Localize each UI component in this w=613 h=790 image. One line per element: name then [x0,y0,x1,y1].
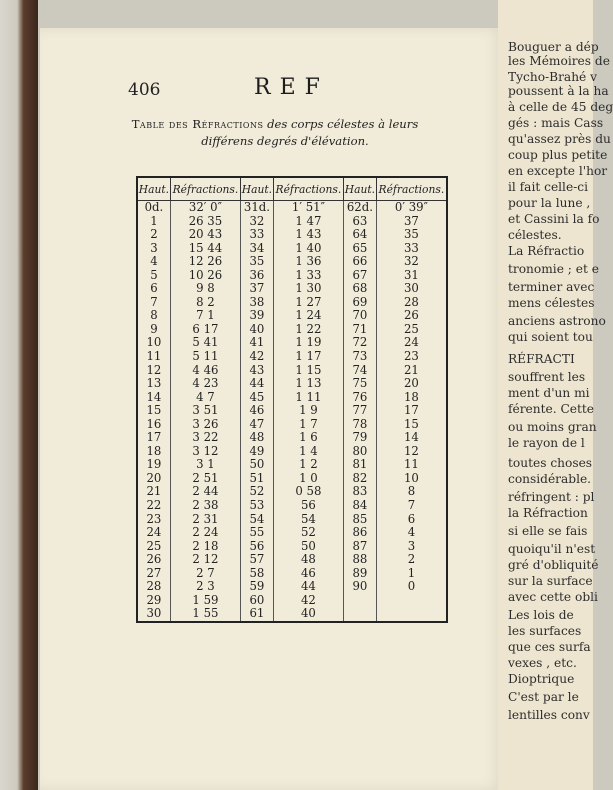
table-cell: 23 [376,350,447,364]
table-cell [343,607,376,622]
table-cell: 46 [273,567,343,581]
table-cell: 80 [343,445,376,459]
right-page-line: poussent à la ha [508,84,609,98]
table-cell: 2 12 [170,553,240,567]
table-cell: 3 51 [170,404,240,418]
table-cell: 6 17 [170,323,240,337]
table-cell: 58 [241,567,274,581]
table-cell: 28 [137,580,170,594]
table-cell: 2 3 [170,580,240,594]
table-cell: 38 [241,296,274,310]
table-cell: 5 11 [170,350,240,364]
right-page-line: et Cassini la fo [508,212,600,226]
table-cell: 70 [343,309,376,323]
right-page-line: sur la surface [508,574,593,588]
table-cell: 15 44 [170,242,240,256]
table-cell: 14 [376,431,447,445]
table-cell: 84 [343,499,376,513]
right-page-line: RÉFRACTI [508,352,575,366]
table-row [137,296,447,310]
table-cell: 87 [343,540,376,554]
table-cell: 68 [343,282,376,296]
table-cell: 1 17 [273,350,343,364]
right-page-line: pour la lune , [508,196,591,210]
table-cell: 42 [241,350,274,364]
table-cell: 24 [376,336,447,350]
right-page-line: ou moins gran [508,420,597,434]
table-cell: 52 [241,485,274,499]
table-cell: 3 22 [170,431,240,445]
column-header: Haut. [241,177,274,201]
table-cell: 46 [241,404,274,418]
table-cell: 17 [376,404,447,418]
table-cell: 63 [343,215,376,229]
table-cell: 2 38 [170,499,240,513]
table-cell: 31d. [241,201,274,215]
table-cell: 85 [343,513,376,527]
table-cell: 32′ 0″ [170,201,240,215]
right-page-line: considérable. [508,472,592,486]
right-page-line: les surfaces [508,624,582,638]
table-cell: 4 23 [170,377,240,391]
table-row [137,458,447,472]
table-cell: 40 [273,607,343,622]
table-cell: 2 44 [170,485,240,499]
table-row [137,269,447,283]
table-cell: 82 [343,472,376,486]
table-cell: 18 [137,445,170,459]
table-cell: 1 0 [273,472,343,486]
table-cell: 1 15 [273,364,343,378]
page-number: 406 [128,80,161,100]
table-row [137,513,447,527]
book-binding [0,0,38,790]
table-cell: 1 55 [170,607,240,622]
table-row [137,228,447,242]
table-cell: 71 [343,323,376,337]
table-cell: 2 51 [170,472,240,486]
table-cell: 40 [241,323,274,337]
table-row [137,580,447,594]
table-cell: 60 [241,594,274,608]
table-cell: 61 [241,607,274,622]
table-cell: 51 [241,472,274,486]
table-cell: 25 [376,323,447,337]
table-cell: 6 [137,282,170,296]
table-cell: 86 [343,526,376,540]
table-row [137,499,447,513]
table-row [137,350,447,364]
table-row [137,391,447,405]
table-cell: 2 [137,228,170,242]
table-cell: 14 [137,391,170,405]
table-cell: 2 [376,553,447,567]
table-cell: 1 47 [273,215,343,229]
table-caption [130,116,440,150]
table-row [137,201,447,215]
table-cell: 66 [343,255,376,269]
table-cell: 54 [273,513,343,527]
table-row [137,540,447,554]
table-row [137,431,447,445]
table-cell: 34 [241,242,274,256]
right-page-line: si elle se fais [508,524,588,538]
table-cell: 73 [343,350,376,364]
table-cell: 11 [376,458,447,472]
table-row [137,567,447,581]
table-cell: 32 [376,255,447,269]
table-cell: 77 [343,404,376,418]
table-cell: 78 [343,418,376,432]
right-page-line: coup plus petite [508,148,608,162]
right-page-line: Tycho-Brahé v [508,70,598,84]
right-page-line: la Réfraction [508,506,588,520]
table-cell: 1 [137,215,170,229]
table-row [137,242,447,256]
column-header: Haut. [137,177,170,201]
table-cell: 0′ 39″ [376,201,447,215]
table-cell: 30 [137,607,170,622]
table-cell: 26 [376,309,447,323]
table-cell: 3 26 [170,418,240,432]
table-cell: 5 41 [170,336,240,350]
table-cell: 1 11 [273,391,343,405]
table-cell: 26 [137,553,170,567]
table-cell: 0 58 [273,485,343,499]
right-page-line: mens célestes [508,296,595,310]
table-cell: 8 [376,485,447,499]
table-row [137,309,447,323]
table-cell: 20 [137,472,170,486]
table-cell: 9 [137,323,170,337]
table-row [137,607,447,622]
running-head: REF [254,75,329,100]
table-cell: 49 [241,445,274,459]
table-cell: 1 33 [273,269,343,283]
table-cell: 33 [241,228,274,242]
right-page-line: vexes , etc. [508,656,577,670]
table-cell: 15 [137,404,170,418]
table-cell: 12 [137,364,170,378]
table-cell: 57 [241,553,274,567]
table-row [137,282,447,296]
table-cell: 2 18 [170,540,240,554]
right-page-line: gré d'obliquité [508,558,599,572]
table-cell: 45 [241,391,274,405]
table-row [137,445,447,459]
table-cell: 1 13 [273,377,343,391]
table-cell: 1 27 [273,296,343,310]
right-page-line: réfringent : pl [508,490,595,504]
table-cell: 65 [343,242,376,256]
right-page-line: terminer avec [508,280,595,294]
table-cell: 10 26 [170,269,240,283]
table-row [137,255,447,269]
table-cell: 16 [137,418,170,432]
table-cell: 18 [376,391,447,405]
table-cell: 15 [376,418,447,432]
right-page-line: C'est par le [508,690,579,704]
table-cell: 74 [343,364,376,378]
right-page-line: gés : mais Cass [508,116,604,130]
table-row [137,404,447,418]
table-cell: 28 [376,296,447,310]
table-cell: 59 [241,580,274,594]
table-cell: 1 30 [273,282,343,296]
caption-line2: différens degrés d'élévation. [201,134,369,148]
table-cell: 37 [241,282,274,296]
table-row [137,336,447,350]
table-cell: 76 [343,391,376,405]
table-cell: 1 2 [273,458,343,472]
table-cell: 3 12 [170,445,240,459]
table-cell: 37 [376,215,447,229]
right-page-line: le rayon de l [508,436,585,450]
column-header: Réfractions. [273,177,343,201]
table-cell: 1 40 [273,242,343,256]
table-cell: 1 [376,567,447,581]
right-page-line: anciens astrono [508,314,606,328]
table-cell: 5 [137,269,170,283]
right-page-line: Dioptrique [508,672,575,686]
table-cell: 1 59 [170,594,240,608]
table-cell: 39 [241,309,274,323]
table-cell: 1 19 [273,336,343,350]
table-cell: 8 [137,309,170,323]
table-cell: 1′ 51″ [273,201,343,215]
table-cell: 7 1 [170,309,240,323]
table-cell: 1 4 [273,445,343,459]
right-page-line: les Mémoires de [508,54,610,68]
table-cell [376,594,447,608]
table-cell: 50 [241,458,274,472]
table-cell: 50 [273,540,343,554]
table-cell: 7 [137,296,170,310]
table-cell: 33 [376,242,447,256]
table-cell: 72 [343,336,376,350]
table-cell: 20 [376,377,447,391]
refraction-table [136,176,448,623]
table-cell: 25 [137,540,170,554]
column-header: Réfractions. [170,177,240,201]
table-cell: 1 43 [273,228,343,242]
table-cell: 13 [137,377,170,391]
table-cell: 88 [343,553,376,567]
table-cell: 12 [376,445,447,459]
table-cell: 62d. [343,201,376,215]
table-cell [343,594,376,608]
table-cell: 52 [273,526,343,540]
table-cell: 3 [137,242,170,256]
right-page-line: à celle de 45 deg [508,100,613,114]
table-cell: 64 [343,228,376,242]
table-cell: 67 [343,269,376,283]
table-cell [376,607,447,622]
right-page-line: Bouguer a dép [508,40,599,54]
table-cell: 43 [241,364,274,378]
table-row [137,485,447,499]
table-cell: 79 [343,431,376,445]
table-cell: 35 [241,255,274,269]
table-cell: 75 [343,377,376,391]
table-cell: 12 26 [170,255,240,269]
table-cell: 1 22 [273,323,343,337]
table-cell: 11 [137,350,170,364]
table-cell: 27 [137,567,170,581]
right-page-line: férente. Cette [508,402,595,416]
table-cell: 6 [376,513,447,527]
table-row [137,553,447,567]
table-cell: 24 [137,526,170,540]
table-cell: 48 [273,553,343,567]
caption-line1-rest: des corps célestes à leurs [263,117,419,131]
table-cell: 47 [241,418,274,432]
right-page-line: Les lois de [508,608,574,622]
table-cell: 69 [343,296,376,310]
table-row [137,364,447,378]
table-row [137,418,447,432]
table-row [137,526,447,540]
table-cell: 30 [376,282,447,296]
table-cell: 23 [137,513,170,527]
column-header: Réfractions. [376,177,447,201]
table-row [137,472,447,486]
table-cell: 21 [376,364,447,378]
table-cell: 36 [241,269,274,283]
table-cell: 3 1 [170,458,240,472]
table-cell: 1 36 [273,255,343,269]
table-cell: 83 [343,485,376,499]
table-row [137,215,447,229]
table-cell: 90 [343,580,376,594]
right-page-line: ment d'un mi [508,386,590,400]
table-cell: 81 [343,458,376,472]
column-header: Haut. [343,177,376,201]
right-page-line: avec cette obli [508,590,598,604]
table-cell: 19 [137,458,170,472]
table-cell: 0d. [137,201,170,215]
table-cell: 4 46 [170,364,240,378]
table-cell: 56 [273,499,343,513]
table-cell: 41 [241,336,274,350]
table-cell: 3 [376,540,447,554]
right-page-line: que ces surfa [508,640,591,654]
table-cell: 1 7 [273,418,343,432]
table-cell: 55 [241,526,274,540]
right-page-line: tronomie ; et e [508,262,599,276]
table-cell: 7 [376,499,447,513]
table-cell: 4 [137,255,170,269]
right-page-line: célestes. [508,228,562,242]
table-cell: 31 [376,269,447,283]
table-cell: 10 [376,472,447,486]
table-cell: 48 [241,431,274,445]
right-page-line: La Réfractio [508,244,585,258]
caption-title-small-caps: Table des Réfractions [131,117,264,131]
table-cell: 42 [273,594,343,608]
right-page-line: quoiqu'il n'est [508,542,596,556]
table-cell: 20 43 [170,228,240,242]
table-cell: 4 [376,526,447,540]
right-page-line: en excepte l'hor [508,164,608,178]
table-cell: 21 [137,485,170,499]
table-cell: 44 [273,580,343,594]
table-cell: 22 [137,499,170,513]
table-cell: 54 [241,513,274,527]
table-cell: 4 7 [170,391,240,405]
right-page-line: toutes choses [508,456,593,470]
table-cell: 1 9 [273,404,343,418]
table-cell: 89 [343,567,376,581]
table-cell: 8 2 [170,296,240,310]
table-row [137,594,447,608]
right-page-line: qu'assez près du [508,132,611,146]
table-cell: 1 24 [273,309,343,323]
table-cell: 1 6 [273,431,343,445]
table-row [137,377,447,391]
table-cell: 32 [241,215,274,229]
table-cell: 44 [241,377,274,391]
table-cell: 2 24 [170,526,240,540]
table-cell: 10 [137,336,170,350]
right-page-line: qui soient tou [508,330,593,344]
right-page-line: souffrent les [508,370,586,384]
table-cell: 17 [137,431,170,445]
table-cell: 26 35 [170,215,240,229]
right-page-line: lentilles conv [508,708,590,722]
table-cell: 35 [376,228,447,242]
table-cell: 9 8 [170,282,240,296]
table-cell: 29 [137,594,170,608]
table-cell: 2 7 [170,567,240,581]
table-row [137,323,447,337]
right-page-line: il fait celle-ci [508,180,589,194]
table-cell: 56 [241,540,274,554]
page-header [128,75,428,110]
table-cell: 53 [241,499,274,513]
table-cell: 0 [376,580,447,594]
table-cell: 2 31 [170,513,240,527]
